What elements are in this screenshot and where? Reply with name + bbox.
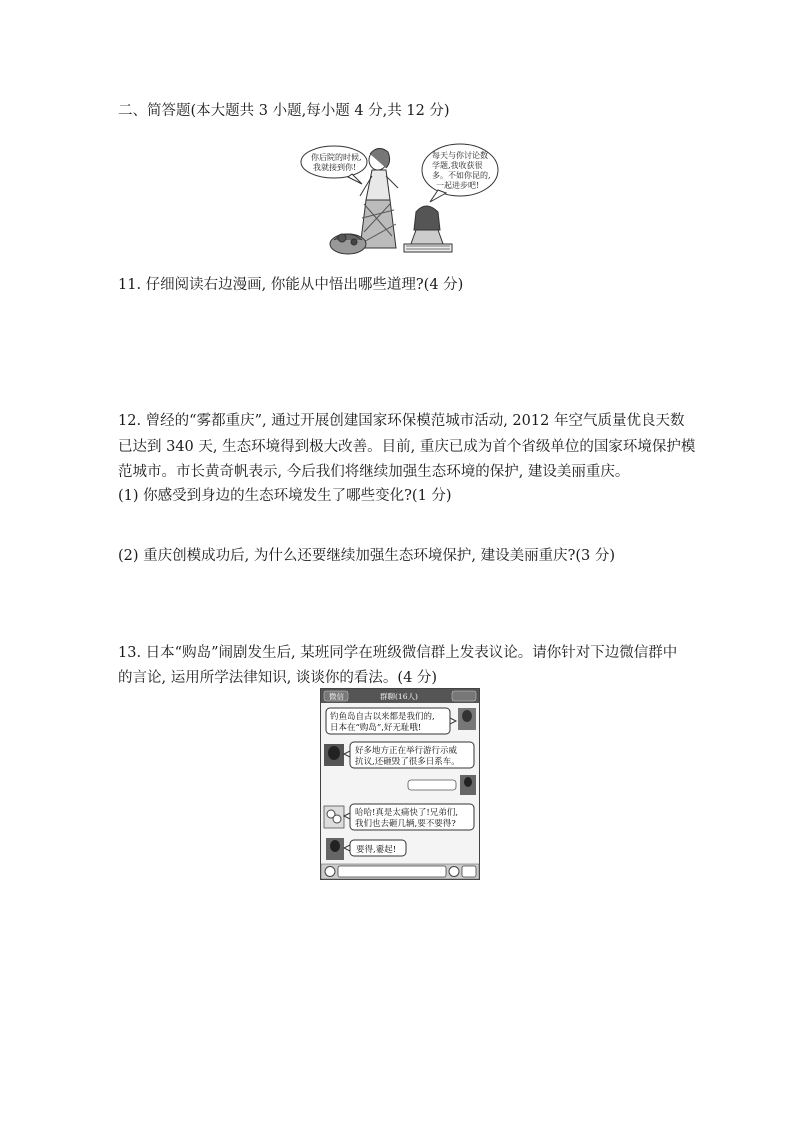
question-13-line-1: 13. 日本“购岛”闹剧发生后, 某班同学在班级微信群上发表议论。请你针对下边微信群中 <box>118 645 678 661</box>
wechat-group-name: 群聊(16人) <box>380 692 418 701</box>
voice-icon[interactable] <box>325 867 335 877</box>
question-12-line-1: 12. 曾经的“雾都重庆”, 通过开展创建国家环保模范城市活动, 2012 年空气质量优良天数 <box>118 413 685 429</box>
right-bubble-line-4: 一起进步吧! <box>436 181 480 190</box>
wechat-screenshot <box>320 688 480 880</box>
sitting-girl-figure <box>404 206 452 252</box>
chat-message-3-line-1: 哈哈!真是太痛快了!兄弟们, <box>355 808 459 818</box>
chat-message-4-line-1: 要得,嫑起! <box>356 845 397 855</box>
left-speech-bubble <box>301 146 367 184</box>
question-12-sub-2: (2) 重庆创模成功后, 为什么还要继续加强生态环境保护, 建设美丽重庆?(3 分) <box>118 548 616 564</box>
right-bubble-line-1: 每天与你讨论数 <box>432 151 488 160</box>
cartoon-illustration <box>300 140 500 258</box>
chat-message-2-line-2: 抗议,还砸毁了很多日系车。 <box>355 757 460 767</box>
left-bubble-line-2: 我就接到你! <box>313 163 357 172</box>
wechat-app-name: 微信 <box>329 692 344 701</box>
pile-of-items <box>330 234 366 254</box>
section-heading: 二、简答题(本大题共 3 小题,每小题 4 分,共 12 分) <box>118 103 450 119</box>
question-12-line-3: 范城市。市长黄奇帆表示, 今后我们将继续加强生态环境的保护, 建设美丽重庆。 <box>118 464 630 480</box>
send-button[interactable] <box>462 866 476 877</box>
right-speech-bubble <box>422 144 498 202</box>
message-input[interactable] <box>338 866 446 877</box>
chat-message-3-line-2: 我们也去砸几辆,要不要得? <box>355 819 456 829</box>
left-bubble-line-1: 你后院的时候, <box>311 153 362 162</box>
emoji-icon[interactable] <box>449 867 459 877</box>
chat-message-2-line-1: 好多地方正在举行游行示威 <box>355 746 458 756</box>
question-13-line-2: 的言论, 运用所学法律知识, 谈谈你的看法。(4 分) <box>118 670 438 686</box>
question-11: 11. 仔细阅读右边漫画, 你能从中悟出哪些道理?(4 分) <box>118 277 464 293</box>
question-12-line-2: 已达到 340 天, 生态环境得到极大改善。目前, 重庆已成为首个省级单位的国家环境保护模 <box>118 439 696 455</box>
wechat-menu-button[interactable] <box>452 691 476 701</box>
right-bubble-line-2: 学题,我收获很 <box>432 161 483 170</box>
right-bubble-line-3: 多。不如你昆的, <box>432 171 491 180</box>
chat-message-1-line-2: 日本在“购岛”,好无耻哦! <box>330 723 422 733</box>
question-12-sub-1: (1) 你感受到身边的生态环境发生了哪些变化?(1 分) <box>118 488 452 504</box>
chat-message-1-line-1: 钓鱼岛自古以来都是我们的, <box>330 712 435 722</box>
